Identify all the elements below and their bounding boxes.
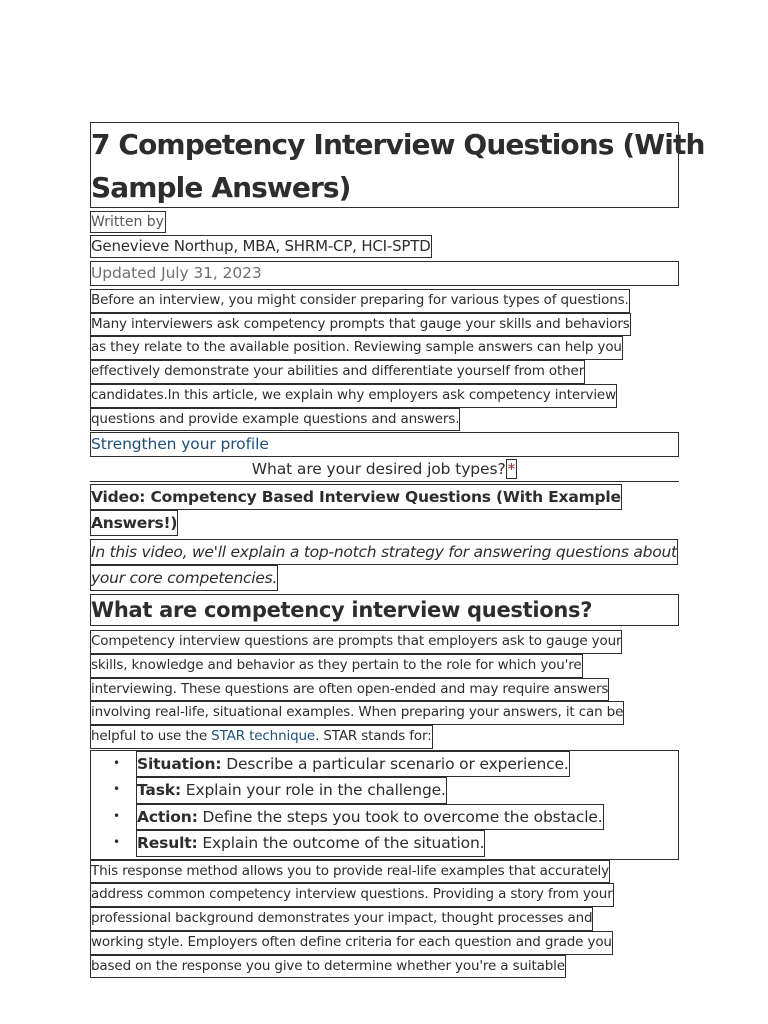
updated-date: Updated July 31, 2023	[90, 261, 679, 286]
star-desc: Define the steps you took to overcome the obstacle.	[197, 807, 603, 826]
star-list	[90, 750, 679, 860]
section-line: skills, knowledge and behavior as they pertain to the role for which you're	[90, 654, 583, 678]
star-desc: Explain the outcome of the situation.	[197, 834, 485, 853]
bullet-icon: •	[113, 835, 120, 850]
intro-line: effectively demonstrate your abilities and differentiate yourself from other	[90, 360, 585, 384]
author-link[interactable]: Genevieve Northup, MBA, SHRM-CP, HCI-SPTD	[90, 235, 432, 258]
strengthen-profile-link[interactable]: Strengthen your profile	[91, 435, 269, 454]
section-heading: What are competency interview questions?	[90, 594, 679, 626]
intro-line: questions and provide example questions and answers.	[90, 408, 460, 432]
star-suffix: . STAR stands for:	[315, 728, 432, 745]
section-line-last	[90, 725, 433, 749]
intro-line: Many interviewers ask competency prompts that gauge your skills and behaviors	[90, 313, 631, 337]
video-title-line: Video: Competency Based Interview Questions (With Example	[90, 484, 622, 510]
intro-paragraph	[90, 289, 679, 431]
star-term: Result:	[137, 834, 198, 853]
byline	[90, 208, 679, 233]
title-line: 7 Competency Interview Questions (With	[91, 128, 705, 161]
strengthen-profile-box	[90, 432, 679, 457]
written-by-label: Written by	[90, 211, 166, 233]
star-item-text	[136, 804, 604, 831]
star-item-text	[136, 751, 570, 778]
bullet-icon: •	[113, 755, 120, 770]
star-prefix: helpful to use the	[91, 728, 212, 745]
star-term: Action:	[137, 807, 198, 826]
bullet-icon: •	[113, 808, 120, 823]
intro-line: Before an interview, you might consider preparing for various types of questions.	[90, 289, 630, 313]
section-line: Competency interview questions are prompts that employers ask to gauge your	[90, 630, 622, 654]
video-title-line: Answers!)	[90, 510, 178, 536]
star-desc: Explain your role in the challenge.	[181, 781, 446, 800]
after-list-paragraph	[90, 860, 679, 979]
video-description	[90, 539, 679, 591]
title-line: Sample Answers)	[91, 171, 351, 204]
star-item-text	[136, 777, 447, 804]
author-row	[90, 235, 679, 258]
page-title	[90, 122, 705, 208]
star-technique-link[interactable]: STAR technique	[211, 728, 316, 745]
section-paragraph	[90, 630, 679, 749]
after-line: based on the response you give to determine whether you're a suitable	[90, 955, 566, 979]
after-line: address common competency interview questions. Providing a story from your	[90, 883, 614, 907]
star-item-situation	[113, 751, 678, 778]
after-line: This response method allows you to provide real-life examples that accurately	[90, 860, 610, 884]
job-types-label: What are your desired job types?	[251, 460, 506, 479]
intro-line: candidates.In this article, we explain why employers ask competency interview	[90, 384, 617, 408]
bullet-icon: •	[113, 782, 120, 797]
star-item-result	[113, 830, 678, 857]
video-desc-line: In this video, we'll explain a top-notch strategy for answering questions about	[90, 539, 678, 565]
section-line: interviewing. These questions are often open-ended and may require answers	[90, 678, 609, 702]
after-line: professional background demonstrates your impact, thought processes and	[90, 907, 593, 931]
article	[90, 122, 705, 978]
required-marker: *	[507, 460, 516, 479]
video-desc-line: your core competencies.	[90, 565, 278, 591]
star-item-action	[113, 804, 678, 831]
after-line: working style. Employers often define criteria for each question and grade you	[90, 931, 613, 955]
star-term: Task:	[137, 781, 182, 800]
intro-line: as they relate to the available position. Reviewing sample answers can help you	[90, 336, 623, 360]
star-item-text	[136, 830, 485, 857]
video-title	[90, 484, 679, 536]
star-desc: Describe a particular scenario or experience.	[221, 754, 569, 773]
job-types-question[interactable]	[90, 457, 679, 482]
star-term: Situation:	[137, 754, 222, 773]
section-line: involving real-life, situational examples. When preparing your answers, it can be	[90, 701, 624, 725]
star-item-task	[113, 777, 678, 804]
